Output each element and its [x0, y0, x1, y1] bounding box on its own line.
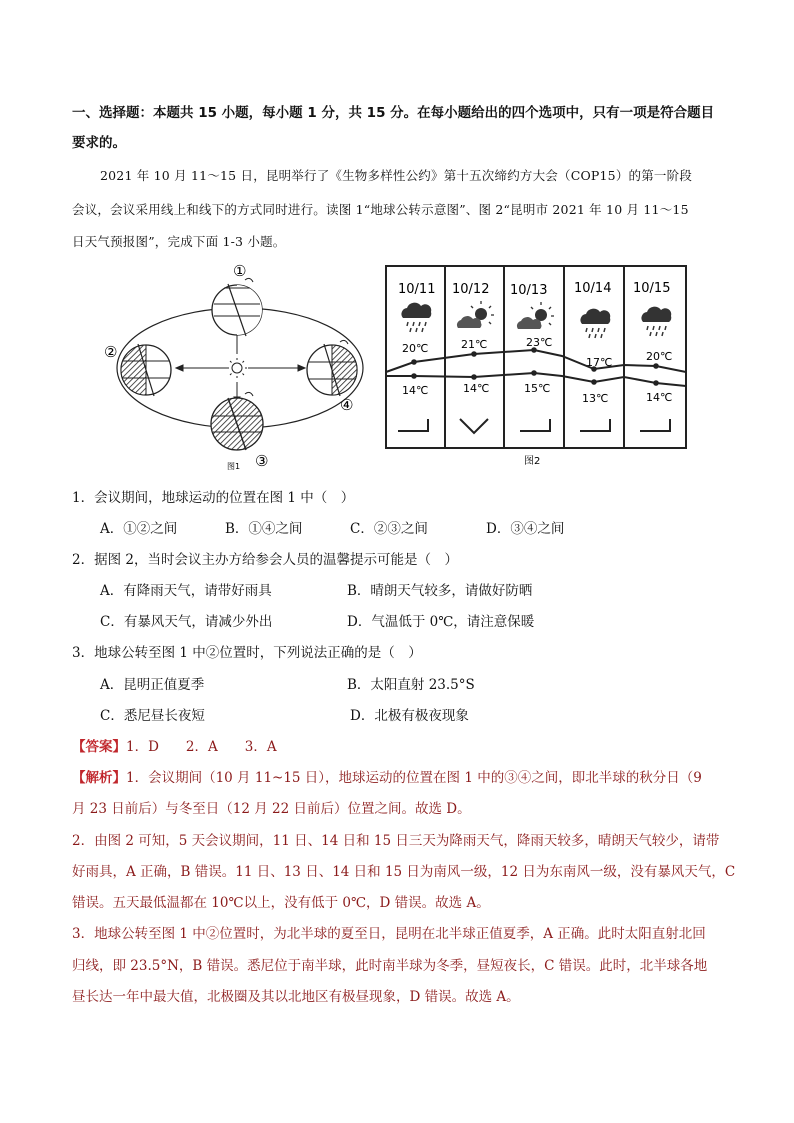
high-temp-label: 20℃: [646, 350, 673, 363]
low-temp-point: [591, 379, 597, 385]
earth-position-4: [307, 340, 357, 396]
low-temp-label: 15℃: [524, 382, 551, 395]
question-2-option-a: A．有降雨天气，请带好雨具: [100, 583, 272, 599]
low-temp-point: [653, 380, 659, 386]
low-temp-label: 14℃: [646, 391, 673, 404]
intro-line1: 2021 年 10 月 11～15 日，昆明举行了《生物多样性公约》第十五次缔约方大会（COP15）的第一阶段: [100, 168, 693, 183]
date-label: 10/12: [452, 282, 490, 297]
question-1-option-b: B．①④之间: [225, 521, 303, 537]
position-label-2: ②: [104, 343, 118, 361]
figure2-caption: 图2: [524, 456, 541, 467]
section-heading-line1: 一、选择题：本题共 15 小题，每小题 1 分，共 15 分。在每小题给出的四个选项中，只有一项是符合题目: [72, 105, 715, 121]
question-2-option-c: C．有暴风天气，请减少外出: [100, 614, 273, 630]
analysis-line: 2．由图 2 可知，5 天会议期间，11 日、14 日和 15 日三天为降雨天气，降雨天较多，晴朗天气较少，请带: [72, 833, 720, 849]
figure1-caption: 图1: [227, 462, 241, 471]
question-3-option-a: A．昆明正值夏季: [100, 677, 205, 693]
high-temp-label: 20℃: [402, 342, 429, 355]
analysis-line: 归线，即 23.5°N，B 错误。悉尼位于南半球，此时南半球为冬季，昼短夜长，C 错误。此时，北半球各地: [72, 958, 708, 974]
analysis-line: 错误。五天最低温都在 10℃以上，没有低于 0℃，D 错误。故选 A。: [72, 895, 490, 911]
high-temp-point: [471, 351, 477, 357]
question-2-option-d: D．气温低于 0℃，请注意保暖: [347, 614, 535, 630]
low-temp-label: 13℃: [582, 392, 609, 405]
question-1-option-c: C．②③之间: [350, 521, 428, 537]
question-2-option-b: B．晴朗天气较多，请做好防晒: [347, 583, 533, 599]
question-3-stem: 3．地球公转至图 1 中②位置时，下列说法正确的是（ ）: [72, 645, 422, 661]
high-temp-point: [411, 359, 417, 365]
date-label: 10/14: [574, 281, 612, 296]
position-label-4: ④: [340, 396, 354, 414]
position-label-3: ③: [255, 452, 269, 470]
analysis-label: 【解析】: [72, 770, 126, 786]
low-temp-label: 14℃: [402, 384, 429, 397]
low-temp-label: 14℃: [463, 382, 490, 395]
figure2-weather-forecast: [384, 264, 689, 474]
high-temp-label: 21℃: [461, 338, 488, 351]
low-temp-point: [411, 373, 417, 379]
analysis-line: 月 23 日前后）与冬至日（12 月 22 日前后）位置之间。故选 D。: [72, 801, 471, 817]
date-label: 10/15: [633, 281, 671, 296]
low-temp-point: [471, 374, 477, 380]
question-3-option-b: B．太阳直射 23.5°S: [347, 677, 475, 693]
question-3-option-c: C．悉尼昼长夜短: [100, 708, 205, 724]
earth-position-2: [121, 344, 171, 396]
high-temp-point: [653, 363, 659, 369]
high-temp-label: 17℃: [586, 356, 613, 369]
intro-line2: 会议，会议采用线上和线下的方式同时进行。读图 1“地球公转示意图”、图 2“昆明市 2021 年 10 月 11～15: [72, 202, 689, 217]
question-1-stem: 1．会议期间，地球运动的位置在图 1 中（ ）: [72, 490, 355, 506]
analysis-line: 1．会议期间（10 月 11~15 日），地球运动的位置在图 1 中的③④之间，即北半球的秋分日（9: [126, 770, 702, 786]
analysis-line: 好雨具，A 正确，B 错误。11 日、13 日、14 日和 15 日为南风一级，12 日为东南风一级，没有暴风天气，C: [72, 864, 736, 880]
position-label-1: ①: [233, 262, 247, 280]
question-2-stem: 2．据图 2，当时会议主办方给参会人员的温馨提示可能是（ ）: [72, 552, 458, 568]
date-label: 10/13: [510, 283, 548, 298]
date-label: 10/11: [398, 282, 436, 297]
analysis-line: 3．地球公转至图 1 中②位置时，为北半球的夏至日，昆明在北半球正值夏季，A 正确。此时太阳直射北回: [72, 926, 706, 942]
analysis-line: 昼长达一年中最大值，北极圈及其以北地区有极昼现象，D 错误。故选 A。: [72, 989, 520, 1005]
question-1-option-d: D．③④之间: [486, 521, 565, 537]
low-temp-point: [531, 370, 537, 376]
earth-position-1: [212, 278, 262, 336]
earth-position-3: [211, 392, 263, 450]
answer-row: [72, 739, 277, 755]
section-heading-line2: 要求的。: [72, 135, 126, 151]
sun-icon: [227, 358, 247, 378]
question-1-option-a: A．①②之间: [100, 521, 178, 537]
figure1-orbit-diagram: [100, 258, 370, 473]
answer-text: 1．D 2．A 3．A: [126, 739, 277, 755]
answer-label: 【答案】: [72, 739, 126, 755]
intro-line3: 日天气预报图”，完成下面 1-3 小题。: [72, 234, 286, 249]
question-3-option-d: D．北极有极夜现象: [350, 708, 469, 724]
high-temp-label: 23℃: [526, 336, 553, 349]
analysis-row-1: [72, 770, 702, 786]
